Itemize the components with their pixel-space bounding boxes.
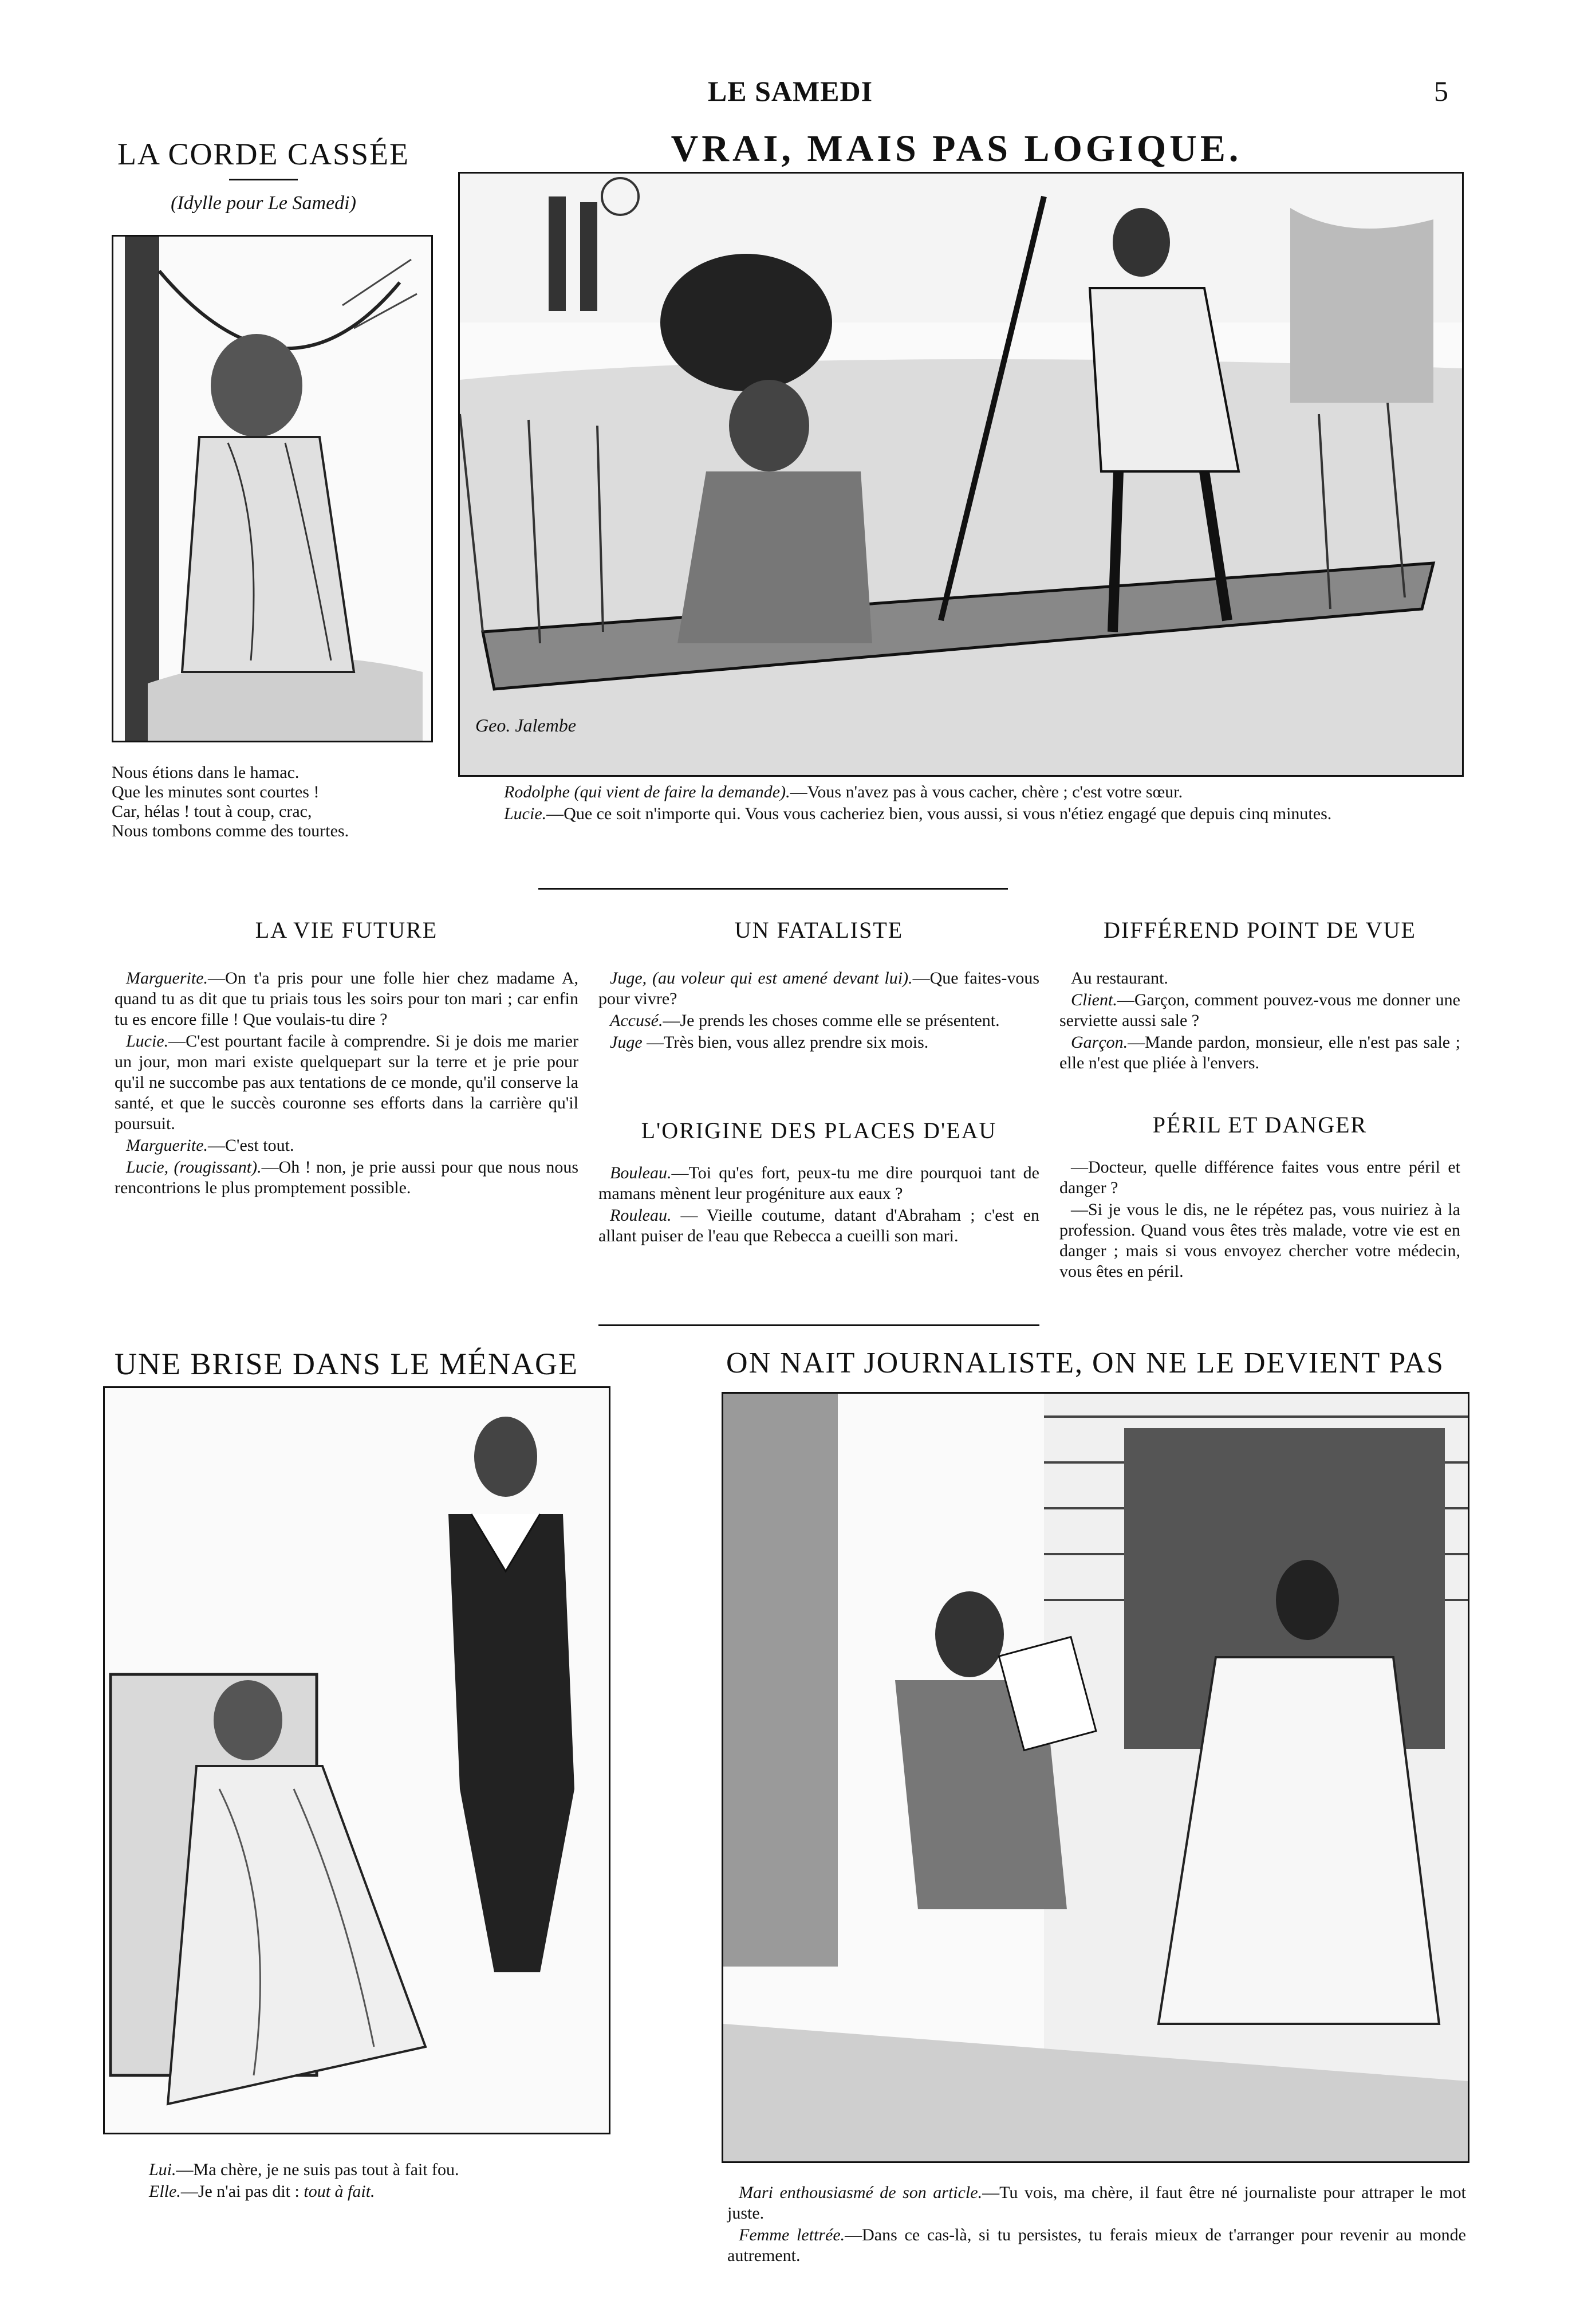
dialog-line [598, 1163, 1039, 1204]
speaker-marguerite: Marguerite. [126, 969, 208, 988]
line-text: —Toi qu'es fort, peux-tu me dire pourquoi tant de mamans mènent leur progéniture aux eaux ? [598, 1163, 1039, 1203]
dialog-line [598, 1032, 1039, 1053]
corde-title: LA CORDE CASSÉE [117, 137, 410, 171]
peril-title: PÉRIL ET DANGER [1152, 1112, 1368, 1138]
brise-caption [149, 2160, 584, 2203]
line-text: —Oh ! non, je prie aussi pour que nous nous rencontrions le plus promptement possible. [115, 1158, 578, 1197]
poem-line: Nous étions dans le hamac. [112, 763, 300, 782]
speaker-mari: Mari enthousiasmé de son article. [739, 2183, 983, 2202]
origine-title: L'ORIGINE DES PLACES D'EAU [641, 1118, 997, 1143]
speaker-juge: Juge [610, 1033, 643, 1052]
fataliste-text [598, 968, 1039, 1054]
caption-line [492, 804, 1455, 824]
caption-line [149, 2181, 584, 2202]
speaker-rodolphe: Rodolphe (qui vient de faire la demande). [504, 782, 790, 801]
vrai-caption [492, 782, 1455, 825]
dialog-line [115, 1157, 578, 1198]
line-text: —Tu vois, ma chère, il faut être né journaliste pour attraper le mot juste. [727, 2183, 1466, 2223]
line-text: —Vous n'avez pas à vous cacher, chère ; c'est votre sœur. [790, 782, 1183, 801]
masthead-title: LE SAMEDI [707, 75, 873, 107]
journaliste-title: ON NAIT JOURNALISTE, ON NE LE DEVIENT PAS [726, 1347, 1444, 1379]
speaker-femme: Femme lettrée. [739, 2225, 845, 2244]
speaker-lui: Lui. [149, 2160, 176, 2179]
journalist-illustration [722, 1392, 1469, 2163]
journaliste-caption [727, 2183, 1466, 2267]
fataliste-title: UN FATALISTE [734, 917, 904, 943]
dialog-line [115, 968, 578, 1030]
couple-illustration [103, 1386, 610, 2134]
corde-title-rule [229, 179, 298, 180]
caption-line [727, 2183, 1466, 2224]
poem-line: Car, hélas ! tout à coup, crac, [112, 802, 312, 821]
line-text: —Très bien, vous allez prendre six mois. [642, 1033, 929, 1052]
speaker-lucie: Lucie. [504, 804, 547, 823]
speaker-lucie: Lucie, (rougissant). [126, 1158, 262, 1177]
dialog-line [115, 1031, 578, 1134]
line-text: —Garçon, comment pouvez-vous me donner une serviette aussi sale ? [1059, 990, 1460, 1030]
artist-signature: Geo. Jalembe [475, 715, 576, 736]
dialog-line [115, 1135, 578, 1156]
line-text: — Vieille coutume, datant d'Abraham ; c'est en allant puiser de l'eau que Rebecca a cueilli son mari. [598, 1206, 1039, 1245]
boat-illustration [458, 172, 1464, 777]
different-text [1059, 968, 1460, 1075]
dialog-line: —Si je vous le dis, ne le répétez pas, vous nuiriez à la profession. Quand vous êtes très malade, votre vie est en danger ; mais si vous envoyez chercher votre médecin, vous êtes en péril. [1059, 1200, 1460, 1281]
line-text: —Je prends les choses comme elle se présentent. [663, 1011, 1000, 1030]
line-text: —Ma chère, je ne suis pas tout à fait fou. [176, 2160, 459, 2179]
corde-subtitle: (Idylle pour Le Samedi) [171, 192, 356, 214]
line-text: —C'est tout. [208, 1136, 294, 1155]
vrai-title: VRAI, MAIS PAS LOGIQUE. [671, 128, 1242, 170]
caption-line [727, 2225, 1466, 2266]
dialog-line [598, 1010, 1039, 1031]
vie-text [115, 968, 578, 1200]
line-text: —Je n'ai pas dit : [180, 2182, 304, 2201]
peril-text [1059, 1157, 1460, 1283]
speaker-marguerite: Marguerite. [126, 1136, 208, 1155]
speaker-rouleau: Rouleau. [610, 1206, 672, 1225]
section-divider [538, 888, 1008, 890]
dialog-line [598, 968, 1039, 1009]
speaker-juge: Juge, (au voleur qui est amené devant lui). [610, 969, 913, 988]
poem-line: Que les minutes sont courtes ! [112, 782, 320, 801]
emphasis-text: tout à fait. [304, 2182, 375, 2201]
origine-text [598, 1163, 1039, 1248]
line-text: —Dans ce cas-là, si tu persistes, tu ferais mieux de t'arranger pour revenir au monde autrement. [727, 2225, 1466, 2265]
section-divider [598, 1324, 1039, 1326]
poem-line: Nous tombons comme des tourtes. [112, 821, 349, 840]
corde-poem [112, 763, 432, 841]
different-title: DIFFÉREND POINT DE VUE [1104, 917, 1416, 943]
brise-title: UNE BRISE DANS LE MÉNAGE [115, 1347, 578, 1381]
page-number: 5 [1434, 75, 1449, 107]
speaker-lucie: Lucie. [126, 1032, 169, 1051]
line-text: —Que ce soit n'importe qui. Vous vous cacheriez bien, vous aussi, si vous n'étiez engagé que depuis cinq minutes. [546, 804, 1332, 823]
line-text: —Que faites-vous pour vivre? [598, 969, 1039, 1008]
speaker-elle: Elle. [149, 2182, 181, 2201]
vie-title: LA VIE FUTURE [255, 917, 438, 943]
speaker-garcon: Garçon. [1071, 1033, 1128, 1052]
hammock-illustration [112, 235, 433, 742]
speaker-client: Client. [1071, 990, 1117, 1009]
line-text: —C'est pourtant facile à comprendre. Si je dois me marier un jour, mon mari existe quelquepart sur la terre et je prie pour qu'il ne succombe pas aux tentations de ce monde, qu'il conserve la santé, et que le succès couronne ses efforts dans la carrière qu'il poursuit. [115, 1032, 578, 1133]
caption-line [492, 782, 1455, 803]
dialog-line [598, 1205, 1039, 1246]
dialog-line [1059, 990, 1460, 1031]
line-text: —On t'a pris pour une folle hier chez madame A, quand tu as dit que tu priais tous les soirs pour ton mari ; car enfin tu es encore fille ! Que voulais-tu dire ? [115, 969, 578, 1029]
dialog-line: —Docteur, quelle différence faites vous entre péril et danger ? [1059, 1158, 1460, 1197]
line-text: —Mande pardon, monsieur, elle n'est pas sale ; elle n'est que pliée à l'envers. [1059, 1033, 1460, 1072]
caption-line [149, 2160, 584, 2180]
speaker-accuse: Accusé. [610, 1011, 663, 1030]
dialog-intro: Au restaurant. [1071, 969, 1168, 988]
speaker-bouleau: Bouleau. [610, 1163, 672, 1182]
dialog-line [1059, 1032, 1460, 1073]
